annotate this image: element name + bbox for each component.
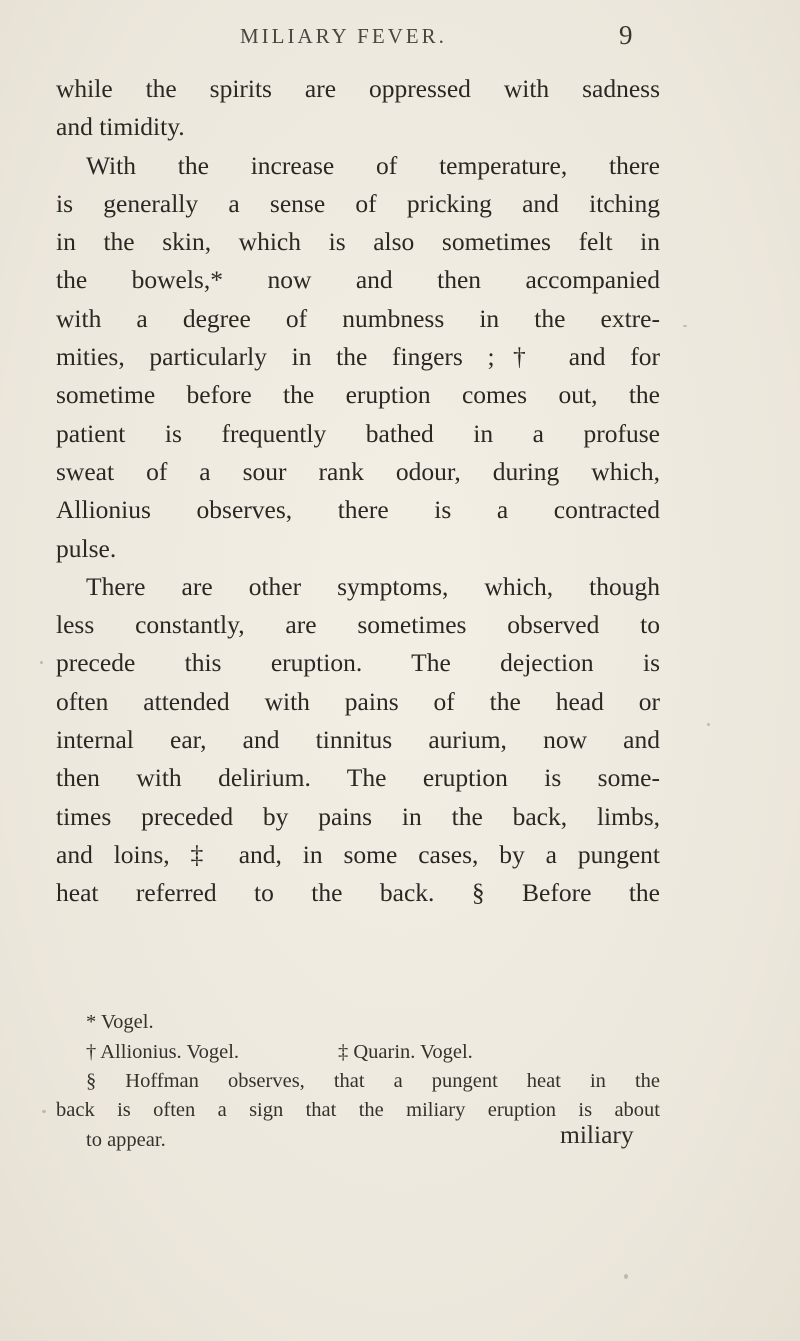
footnote-3: ‡ Quarin. Vogel.: [338, 1040, 473, 1063]
footnote-row: [56, 1038, 660, 1067]
running-title: MILIARY FEVER.: [240, 24, 447, 48]
text-line: internal ear, and tinnitus aurium, now and: [56, 725, 660, 755]
text-line: Allionius observes, there is a contracted: [56, 495, 660, 525]
footnote-2: † Allionius. Vogel.: [86, 1040, 240, 1063]
paper-speck: [683, 325, 687, 327]
text-line: and loins, ‡ and, in some cases, by a pungent: [56, 839, 660, 869]
text-line: With the increase of temperature, there: [86, 150, 660, 180]
body-text: [56, 70, 660, 913]
text-line: while the spirits are oppressed with sadness: [56, 74, 660, 103]
text-line: mities, particularly in the fingers ;† and for: [56, 342, 660, 372]
text-line: sometime before the eruption comes out, the: [56, 380, 660, 410]
text-line: with a degree of numbness in the extre-: [56, 303, 660, 333]
text-line: pulse.: [56, 533, 117, 563]
text-line: less constantly, are sometimes observed to: [56, 610, 660, 640]
footnote-1: * Vogel.: [86, 1011, 154, 1033]
text-line: heat referred to the back. § Before the: [56, 878, 660, 908]
text-line: times preceded by pains in the back, limbs,: [56, 801, 660, 831]
paper-speck: [624, 1274, 628, 1279]
page-header: [0, 18, 800, 58]
catchword: miliary: [560, 1120, 634, 1149]
paper-speck: [707, 723, 710, 726]
text-line: and timidity.: [56, 112, 185, 142]
text-line: the bowels,* now and then accompanied: [56, 265, 660, 295]
text-line: precede this eruption. The dejection is: [56, 648, 660, 678]
text-line: in the skin, which is also sometimes felt in: [56, 227, 660, 257]
footnote-4-line: back is often a sign that the miliary eruption is about: [56, 1099, 660, 1121]
text-line: There are other symptoms, which, though: [86, 571, 660, 601]
paper-speck: [42, 1110, 46, 1113]
paper-speck: [40, 661, 43, 664]
page-number: 9: [619, 20, 633, 50]
footnote-4-line: § Hoffman observes, that a pungent heat in the: [86, 1069, 660, 1092]
footnote-4-line: to appear.: [86, 1128, 166, 1151]
text-line: sweat of a sour rank odour, during which,: [56, 456, 660, 486]
text-line: is generally a sense of pricking and itching: [56, 188, 660, 218]
text-line: then with delirium. The eruption is some-: [56, 763, 660, 793]
text-line: patient is frequently bathed in a profuse: [56, 418, 660, 448]
text-line: often attended with pains of the head or: [56, 686, 660, 716]
